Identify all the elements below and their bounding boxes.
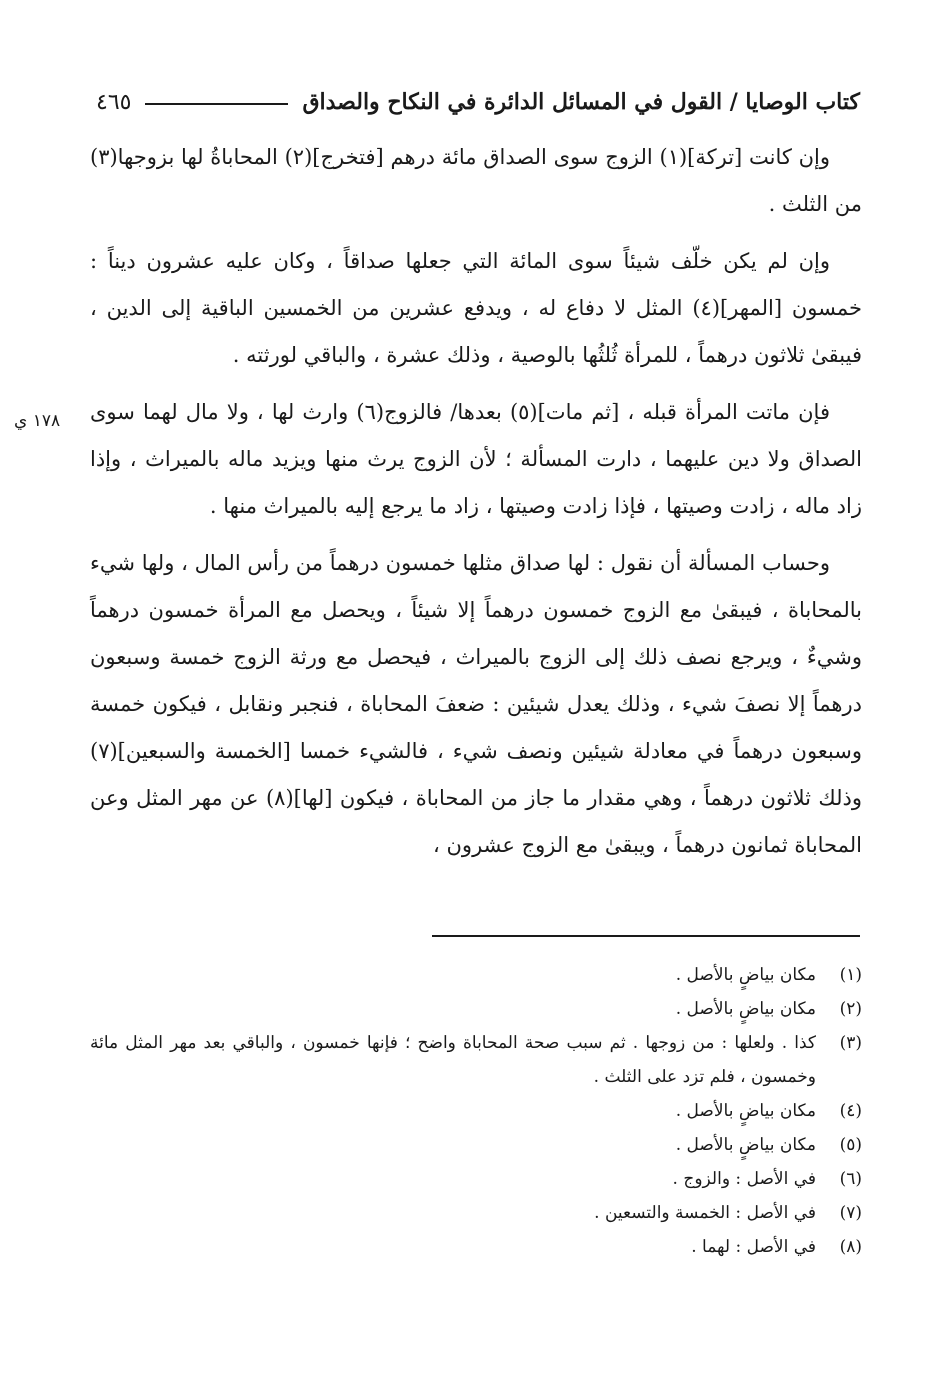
page-number: ٤٦٥: [96, 89, 132, 115]
footnote: [90, 992, 862, 1026]
footnote-number: (٥): [839, 1135, 862, 1155]
footnote-number: (٦): [839, 1169, 862, 1189]
footnote-number: (٨): [839, 1237, 862, 1257]
footnote-text: في الأصل : الخمسة والتسعين .: [594, 1203, 816, 1223]
footnote-text: مكان بياضٍ بالأصل .: [675, 1101, 816, 1121]
main-text: [90, 134, 862, 869]
header-rule: [145, 103, 288, 105]
footnote-text: مكان بياضٍ بالأصل .: [675, 965, 816, 985]
footnote-text: في الأصل : لهما .: [691, 1237, 816, 1257]
footnote: [90, 958, 862, 992]
margin-folio-note: ١٧٨ ي: [14, 411, 61, 431]
footnote: [90, 1094, 862, 1128]
footnote: [90, 1026, 862, 1094]
paragraph: وإن لم يكن خلّف شيئاً سوى المائة التي جعلها صداقاً ، وكان عليه عشرون ديناً : خمسون [المهر](٤) المثل لا دفاع له ، ويدفع عشرين من الخمسين الباقية إلى الدين ، فيبقىٰ ثلاثون درهماً ، للمرأة ثُلثُها بالوصية ، وذلك عشرة ، والباقي لورثته .: [90, 249, 862, 367]
footnote: [90, 1128, 862, 1162]
footnotes: [90, 958, 862, 1264]
footnote: [90, 1196, 862, 1230]
footnote-separator: [432, 935, 860, 937]
footnote-text: في الأصل : والزوج .: [672, 1169, 816, 1189]
footnote-text: كذا . ولعلها : من زوجها . ثم سبب صحة المحاباة واضح ؛ فإنها خمسون ، والباقي بعد مهر المثل مائة وخمسون ، فلم تزد على الثلث .: [90, 1033, 816, 1087]
running-header-title: كتاب الوصايا / القول في المسائل الدائرة في النكاح والصداق: [302, 89, 860, 115]
footnote-number: (٤): [839, 1101, 862, 1121]
running-header: [96, 82, 860, 122]
footnote: [90, 1162, 862, 1196]
footnote-text: مكان بياضٍ بالأصل .: [675, 999, 816, 1019]
footnote-number: (١): [839, 965, 862, 985]
footnote-text: مكان بياضٍ بالأصل .: [675, 1135, 816, 1155]
paragraph: وإن كانت [تركة](١) الزوج سوى الصداق مائة درهم [فتخرج](٢) المحاباةُ لها بزوجها(٣) من الثلث .: [90, 145, 862, 216]
paragraph: وحساب المسألة أن نقول : لها صداق مثلها خمسون درهماً من رأس المال ، ولها شيء بالمحاباة ، فيبقىٰ مع الزوج خمسون درهماً إلا شيئاً ، ويحصل مع المرأة خمسون درهماً وشيءٌ ، ويرجع نصف ذلك إلى الزوج بالميراث ، فيحصل مع ورثة الزوج خمسة وسبعون درهماً إلا نصفَ شيء ، وذلك يعدل شيئين : ضعفَ المحاباة ، فنجبر ونقابل ، فيكون خمسة وسبعون درهماً في معادلة شيئين ونصف شيء ، فالشيء خمسا [الخمسة والسبعين](٧) وذلك ثلاثون درهماً ، وهي مقدار ما جاز من المحاباة ، فيكون [لها](٨) عن مهر المثل وعن المحاباة ثمانون درهماً ، ويبقىٰ مع الزوج عشرون ،: [90, 551, 862, 857]
footnote: [90, 1230, 862, 1264]
footnote-number: (٣): [839, 1033, 862, 1053]
paragraph: فإن ماتت المرأة قبله ، [ثم مات](٥) بعدها/ فالزوج(٦) وارث لها ، ولا مال لهما سوى الصداق ولا دين عليهما ، دارت المسألة ؛ لأن الزوج يرث منها ويزيد ماله بالميراث ، وإذا زاد ماله ، زادت وصيتها ، فإذا زادت وصيتها ، زاد ما يرجع إليه بالميراث منها .: [90, 400, 862, 518]
footnote-number: (٧): [839, 1203, 862, 1223]
footnote-number: (٢): [839, 999, 862, 1019]
